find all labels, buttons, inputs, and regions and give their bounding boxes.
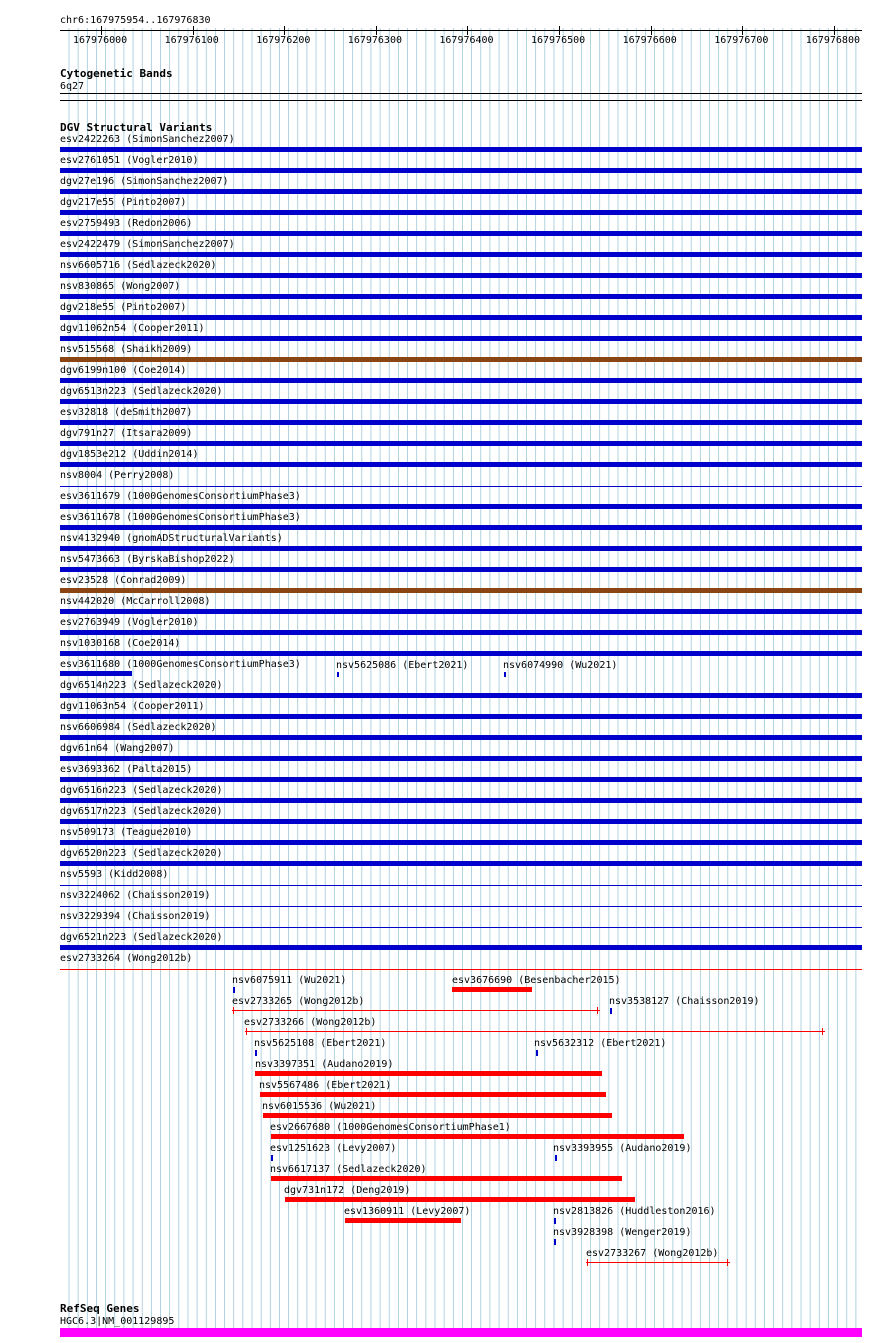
dgv-variant-label[interactable]: nsv3229394 (Chaisson2019)	[60, 911, 211, 922]
dgv-variant-label[interactable]: esv3693362 (Palta2015)	[60, 764, 193, 775]
dgv-variant-bar[interactable]	[60, 756, 862, 761]
dgv-variant-label[interactable]: dgv6517n223 (Sedlazeck2020)	[60, 806, 223, 817]
dgv-feature[interactable]	[337, 672, 339, 677]
dgv-variant-bar[interactable]	[60, 378, 862, 383]
ruler-tick-label: 167976100	[164, 35, 219, 46]
dgv-feature[interactable]	[536, 1050, 538, 1056]
dgv-variant-bar[interactable]	[60, 231, 862, 236]
ruler-tick	[284, 26, 285, 35]
ruler-tick-label: 167976600	[622, 35, 677, 46]
dgv-feature[interactable]	[554, 1218, 556, 1224]
dgv-feature[interactable]	[255, 1071, 602, 1076]
dgv-variant-bar[interactable]	[60, 945, 862, 950]
track-separator	[60, 100, 862, 101]
dgv-variant-bar[interactable]	[60, 840, 862, 845]
dgv-variant-label[interactable]: dgv6521n223 (Sedlazeck2020)	[60, 932, 223, 943]
dgv-feature-label[interactable]: nsv5625086 (Ebert2021)	[336, 660, 469, 671]
dgv-variant-label[interactable]: dgv6516n223 (Sedlazeck2020)	[60, 785, 223, 796]
dgv-variant-label[interactable]: esv2422263 (SimonSanchez2007)	[60, 134, 235, 145]
dgv-feature[interactable]	[260, 1092, 606, 1097]
dgv-feature-label[interactable]: nsv6617137 (Sedlazeck2020)	[270, 1164, 427, 1175]
dgv-variant-bar[interactable]	[60, 861, 862, 866]
dgv-variant-label[interactable]: esv3611678 (1000GenomesConsortiumPhase3)	[60, 512, 301, 523]
cytoband-label: 6q27	[60, 81, 85, 92]
dgv-variant-bar[interactable]	[60, 252, 862, 257]
dgv-feature-label[interactable]: esv2667680 (1000GenomesConsortiumPhase1)	[270, 1122, 511, 1133]
ruler-tick-label: 167976400	[439, 35, 494, 46]
ruler-tick	[101, 26, 102, 35]
dgv-variant-bar[interactable]	[60, 441, 862, 446]
dgv-variant-label[interactable]: nsv442020 (McCarroll2008)	[60, 596, 211, 607]
dgv-variant-bar[interactable]	[60, 588, 862, 593]
dgv-feature-label[interactable]: nsv2813826 (Huddleston2016)	[553, 1206, 716, 1217]
dgv-variant-bar[interactable]	[60, 357, 862, 362]
dgv-variant-bar[interactable]	[60, 609, 862, 614]
dgv-variant-bar[interactable]	[60, 486, 862, 487]
dgv-variant-label[interactable]: dgv791n27 (Itsara2009)	[60, 428, 193, 439]
dgv-variant-bar[interactable]	[60, 336, 862, 341]
dgv-feature-label[interactable]: nsv6015536 (Wu2021)	[262, 1101, 377, 1112]
refseq-gene-bar[interactable]	[60, 1328, 862, 1337]
dgv-feature[interactable]	[587, 1262, 729, 1263]
dgv-variant-label[interactable]: dgv61n64 (Wang2007)	[60, 743, 175, 754]
dgv-variant-label[interactable]: esv23528 (Conrad2009)	[60, 575, 187, 586]
dgv-variant-label[interactable]: nsv509173 (Teague2010)	[60, 827, 193, 838]
dgv-feature-label[interactable]: nsv5567486 (Ebert2021)	[259, 1080, 392, 1091]
ruler-tick-label: 167976200	[256, 35, 311, 46]
dgv-variant-label[interactable]: esv3611679 (1000GenomesConsortiumPhase3)	[60, 491, 301, 502]
dgv-variant-label[interactable]: esv2763949 (Vogler2010)	[60, 617, 199, 628]
dgv-variant-label[interactable]: dgv6520n223 (Sedlazeck2020)	[60, 848, 223, 859]
dgv-feature[interactable]	[555, 1155, 557, 1161]
dgv-variant-bar[interactable]	[60, 273, 862, 278]
dgv-feature[interactable]	[271, 1134, 684, 1139]
dgv-variant-label[interactable]: nsv6605716 (Sedlazeck2020)	[60, 260, 217, 271]
dgv-variant-bar[interactable]	[60, 525, 862, 530]
dgv-variant-bar[interactable]	[60, 969, 862, 970]
dgv-variant-bar[interactable]	[60, 567, 862, 572]
cytoband-line	[60, 93, 862, 94]
dgv-variant-label[interactable]: dgv11063n54 (Cooper2011)	[60, 701, 205, 712]
dgv-variant-label[interactable]: dgv217e55 (Pinto2007)	[60, 197, 187, 208]
dgv-variant-label[interactable]: nsv6606984 (Sedlazeck2020)	[60, 722, 217, 733]
ruler-tick	[742, 26, 743, 35]
dgv-variant-label[interactable]: esv32818 (deSmith2007)	[60, 407, 193, 418]
dgv-feature-label[interactable]: esv2733265 (Wong2012b)	[232, 996, 365, 1007]
ruler-tick	[376, 26, 377, 35]
cytoband-track-title[interactable]: Cytogenetic Bands	[60, 67, 173, 80]
dgv-variant-bar[interactable]	[60, 168, 862, 173]
dgv-variant-label[interactable]: nsv5473663 (ByrskaBishop2022)	[60, 554, 235, 565]
dgv-feature[interactable]	[271, 1176, 622, 1181]
dgv-variant-bar[interactable]	[60, 927, 862, 928]
ruler-tick	[834, 26, 835, 35]
dgv-feature[interactable]	[345, 1218, 461, 1223]
dgv-variant-bar[interactable]	[60, 798, 862, 803]
dgv-variant-label[interactable]: nsv3224062 (Chaisson2019)	[60, 890, 211, 901]
dgv-variant-label[interactable]: nsv515568 (Shaikh2009)	[60, 344, 193, 355]
dgv-feature[interactable]	[610, 1008, 612, 1014]
ruler-tick-label: 167976000	[73, 35, 128, 46]
ruler-tick-label: 167976800	[805, 35, 860, 46]
dgv-variant-bar[interactable]	[60, 147, 862, 152]
dgv-feature[interactable]	[233, 1010, 599, 1011]
dgv-variant-label[interactable]: nsv8004 (Perry2008)	[60, 470, 175, 481]
dgv-feature[interactable]	[554, 1239, 556, 1245]
dgv-variant-bar[interactable]	[60, 630, 862, 635]
dgv-variant-bar[interactable]	[60, 885, 862, 886]
dgv-variant-label[interactable]: dgv1853e212 (Uddin2014)	[60, 449, 199, 460]
dgv-feature[interactable]	[255, 1050, 257, 1056]
dgv-feature-label[interactable]: esv2733266 (Wong2012b)	[244, 1017, 377, 1028]
dgv-variant-bar[interactable]	[60, 819, 862, 824]
ruler-tick	[467, 26, 468, 35]
dgv-variant-label[interactable]: nsv4132940 (gnomADStructuralVariants)	[60, 533, 283, 544]
refseq-track-title[interactable]: RefSeq Genes	[60, 1302, 140, 1315]
ruler-tick	[651, 26, 652, 35]
ruler-tick	[559, 26, 560, 35]
dgv-variant-bar[interactable]	[60, 462, 862, 467]
dgv-variant-bar[interactable]	[60, 399, 862, 404]
dgv-variant-label[interactable]: dgv27e196 (SimonSanchez2007)	[60, 176, 229, 187]
dgv-feature-label[interactable]: dgv731n172 (Deng2019)	[284, 1185, 411, 1196]
dgv-variant-label[interactable]: dgv218e55 (Pinto2007)	[60, 302, 187, 313]
dgv-variant-label[interactable]: esv2759493 (Redon2006)	[60, 218, 193, 229]
dgv-feature-label[interactable]: nsv3397351 (Audano2019)	[255, 1059, 394, 1070]
dgv-variant-label[interactable]: nsv830865 (Wong2007)	[60, 281, 181, 292]
dgv-variant-bar[interactable]	[60, 651, 862, 656]
dgv-variant-bar[interactable]	[60, 420, 862, 425]
dgv-variant-label[interactable]: esv3611680 (1000GenomesConsortiumPhase3)	[60, 659, 301, 670]
dgv-variant-bar[interactable]	[60, 906, 862, 907]
dgv-feature[interactable]	[504, 672, 506, 677]
dgv-feature-label[interactable]: nsv5632312 (Ebert2021)	[534, 1038, 667, 1049]
dgv-variant-label[interactable]: nsv1030168 (Coe2014)	[60, 638, 181, 649]
dgv-variant-label[interactable]: dgv6199n100 (Coe2014)	[60, 365, 187, 376]
dgv-variant-label[interactable]: dgv6514n223 (Sedlazeck2020)	[60, 680, 223, 691]
dgv-variant-bar[interactable]	[60, 546, 862, 551]
dgv-variant-bar[interactable]	[60, 210, 862, 215]
dgv-feature-label[interactable]: nsv3538127 (Chaisson2019)	[609, 996, 760, 1007]
ruler-tick-label: 167976300	[347, 35, 402, 46]
dgv-variant-bar[interactable]	[60, 693, 862, 698]
dgv-feature[interactable]	[263, 1113, 612, 1118]
dgv-variant-bar[interactable]	[60, 189, 862, 194]
dgv-variant-label[interactable]: esv2761051 (Vogler2010)	[60, 155, 199, 166]
dgv-variant-label[interactable]: nsv5593 (Kidd2008)	[60, 869, 169, 880]
dgv-feature-label[interactable]: esv2733267 (Wong2012b)	[586, 1248, 719, 1259]
dgv-feature[interactable]	[285, 1197, 635, 1202]
ruler-tick-label: 167976500	[531, 35, 586, 46]
dgv-feature-label[interactable]: esv1360911 (Levy2007)	[344, 1206, 471, 1217]
dgv-variant-bar[interactable]	[60, 735, 862, 740]
dgv-feature-label[interactable]: nsv3928398 (Wenger2019)	[553, 1227, 692, 1238]
dgv-variant-bar[interactable]	[60, 671, 132, 676]
ruler-tick-label: 167976700	[714, 35, 769, 46]
dgv-variant-label[interactable]: esv2422479 (SimonSanchez2007)	[60, 239, 235, 250]
dgv-feature-label[interactable]: nsv3393955 (Audano2019)	[553, 1143, 692, 1154]
dgv-feature[interactable]	[452, 987, 532, 992]
dgv-variant-bar[interactable]	[60, 504, 862, 509]
dgv-feature-label[interactable]: nsv6074990 (Wu2021)	[503, 660, 618, 671]
ruler-tick	[193, 26, 194, 35]
dgv-feature-label[interactable]: esv1251623 (Levy2007)	[270, 1143, 397, 1154]
dgv-feature-label[interactable]: nsv5625108 (Ebert2021)	[254, 1038, 387, 1049]
dgv-variant-bar[interactable]	[60, 777, 862, 782]
dgv-feature[interactable]	[271, 1155, 273, 1161]
region-label: chr6:167975954..167976830	[60, 15, 211, 26]
dgv-variant-bar[interactable]	[60, 294, 862, 299]
dgv-variant-bar[interactable]	[60, 315, 862, 320]
dgv-variant-label[interactable]: dgv6513n223 (Sedlazeck2020)	[60, 386, 223, 397]
dgv-variant-label[interactable]: dgv11062n54 (Cooper2011)	[60, 323, 205, 334]
dgv-variant-bar[interactable]	[60, 714, 862, 719]
dgv-feature[interactable]	[246, 1031, 824, 1032]
dgv-feature[interactable]	[233, 987, 235, 993]
dgv-feature-label[interactable]: esv3676690 (Besenbacher2015)	[452, 975, 621, 986]
refseq-gene-label[interactable]: HGC6.3|NM_001129895	[60, 1316, 175, 1327]
dgv-feature-label[interactable]: nsv6075911 (Wu2021)	[232, 975, 347, 986]
dgv-variant-label[interactable]: esv2733264 (Wong2012b)	[60, 953, 193, 964]
dgv-track-title[interactable]: DGV Structural Variants	[60, 121, 213, 134]
